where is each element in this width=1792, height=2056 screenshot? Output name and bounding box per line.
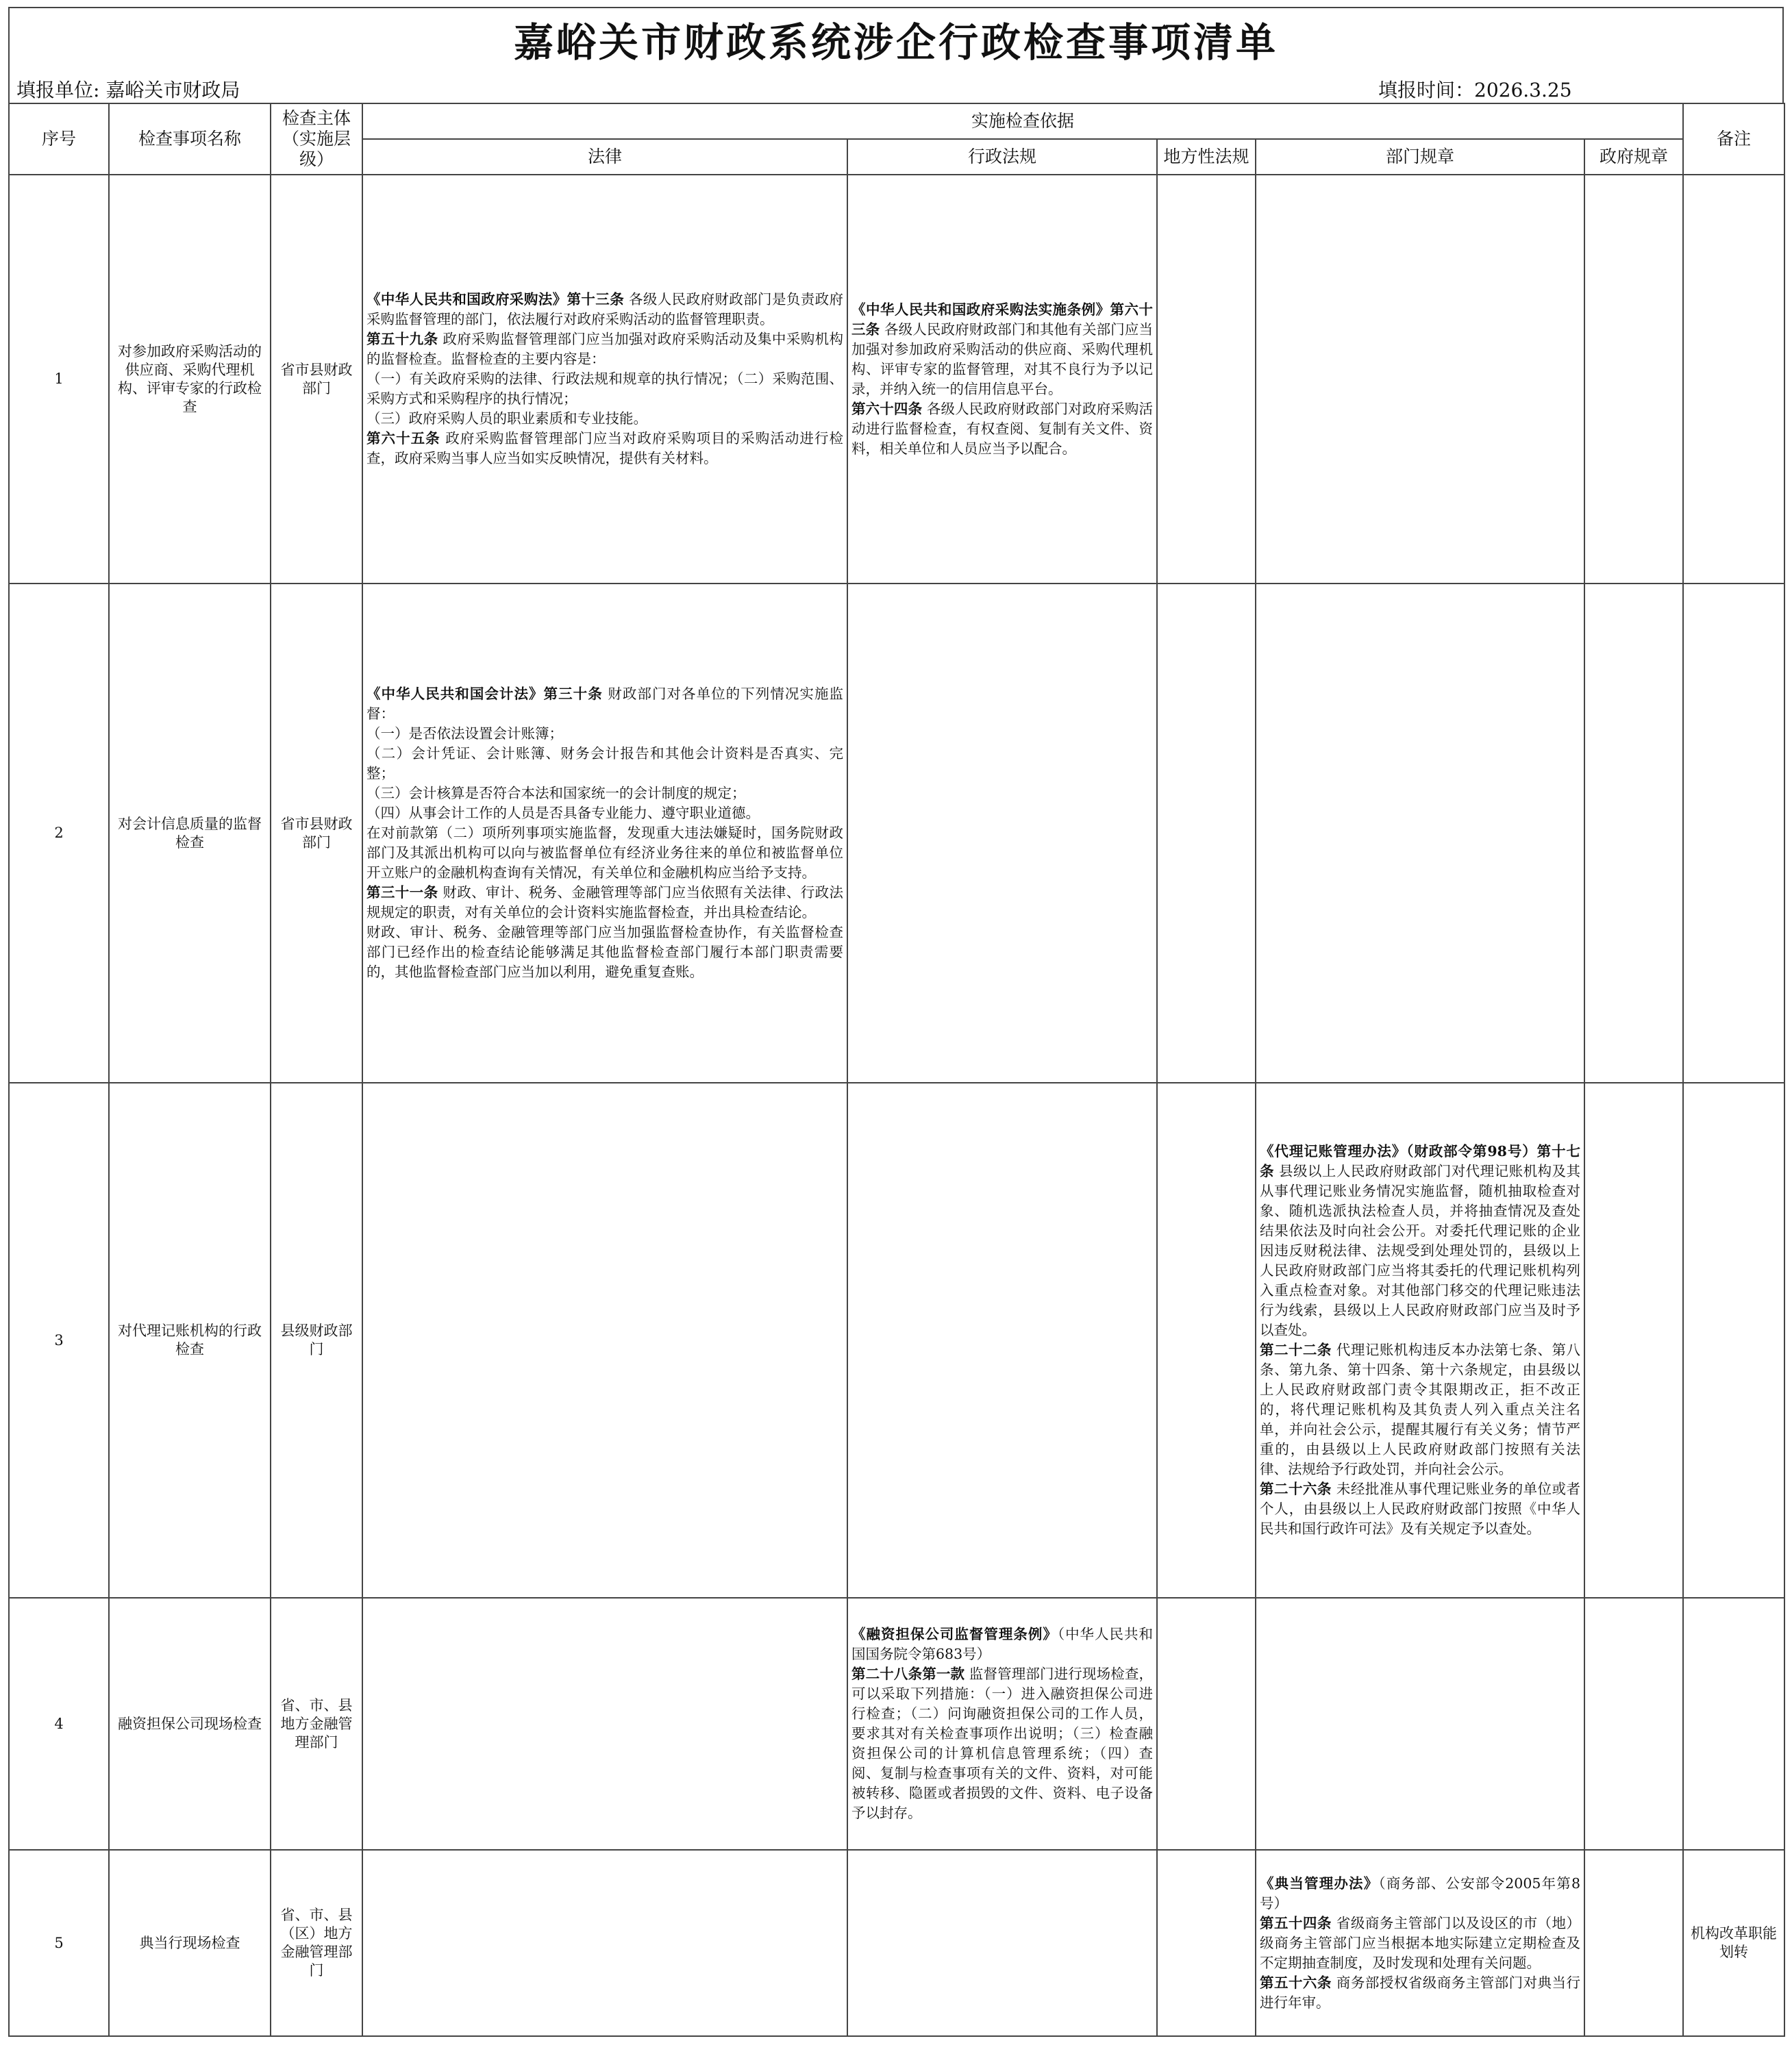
basis-paragraph: [366, 783, 843, 803]
row-remark: [1683, 175, 1784, 584]
article-text: 财政部门对各单位的下列情况实施监督：: [366, 686, 844, 722]
row-item-name: 对参加政府采购活动的供应商、采购代理机构、评审专家的行政检查: [109, 175, 271, 584]
reporting-unit: 填报单位: 嘉峪关市财政局: [16, 79, 240, 101]
basis-paragraph: [366, 923, 843, 982]
article-heading: 《融资担保公司监督管理条例》: [851, 1626, 1058, 1642]
row-subject: 省、市、县地方金融管理部门: [271, 1598, 362, 1850]
article-text: （中华人民共和国国务院令第683号）: [851, 1626, 1154, 1662]
article-heading: 第五十四条: [1260, 1914, 1332, 1931]
title-row: [8, 7, 1784, 70]
row-subject: 县级财政部门: [271, 1083, 362, 1598]
row-remark: 机构改革职能划转: [1683, 1850, 1784, 2036]
row-law: [362, 1850, 847, 2036]
row-admin-regulation: [847, 1850, 1157, 2036]
article-heading: 第六十四条: [851, 400, 923, 417]
article-text: 各级人民政府财政部门是负责政府采购监督管理的部门，依法履行对政府采购活动的监督管理职责。: [366, 291, 844, 327]
article-text: 县级以上人民政府财政部门对代理记账机构及其从事代理记账业务情况实施监督，随机抽取检查对象、随机选派执法检查人员，并将抽查情况及查处结果依法及时向社会公开。对委托代理记账的企业因违反财税法律、法规受到处理处罚的，县级以上人民政府财政部门应当将其委托的代理记账机构列入重点检查对象。对其他部门移交的代理记账违法行为线索，县级以上人民政府财政部门应当及时予以查处。: [1260, 1163, 1581, 1338]
header-local-regulation: 地方性法规: [1157, 139, 1256, 175]
row-department-rule: [1256, 1083, 1584, 1598]
header-government-rule: 政府规章: [1584, 139, 1683, 175]
basis-paragraph: [851, 300, 1153, 399]
row-government-rule: [1584, 1083, 1683, 1598]
reporting-time: 填报时间：2026.3.25: [1378, 79, 1572, 101]
article-heading: 第五十六条: [1260, 1974, 1332, 1991]
article-text: （四）从事会计工作的人员是否具备专业能力、遵守职业道德。: [366, 805, 760, 821]
article-text: 政府采购监督管理部门应当加强对政府采购活动及集中采购机构的监督检查。监督检查的主要内容是：: [366, 331, 844, 367]
article-text: 监督管理部门进行现场检查，可以采取下列措施：（一）进入融资担保公司进行检查；（二）问询融资担保公司的工作人员，要求其对有关检查事项作出说明；（三）检查融资担保公司的计算机信息管理系统；（四）查阅、复制与检查事项有关的文件、资料，对可能被转移、隐匿或者损毁的文件、资料、电子设备予以封存。: [851, 1666, 1154, 1821]
article-text: 财政、审计、税务、金融管理等部门应当加强监督检查协作，有关监督检查部门已经作出的检查结论能够满足其他监督检查部门履行本部门职责需要的，其他监督检查部门应当加以利用，避免重复查账。: [366, 924, 843, 980]
header-admin-regulation: 行政法规: [847, 139, 1157, 175]
meta-row: [8, 70, 1784, 103]
basis-paragraph: [851, 1664, 1153, 1823]
table-row: [9, 1850, 1784, 2036]
row-seq: 2: [9, 584, 109, 1083]
row-local-regulation: [1157, 1850, 1256, 2036]
row-item-name: 对会计信息质量的监督检查: [109, 584, 271, 1083]
basis-paragraph: [366, 883, 843, 923]
table-row: [9, 1083, 1784, 1598]
basis-paragraph: [366, 724, 843, 744]
article-heading: 第三十一条: [366, 884, 438, 901]
row-department-rule: [1256, 1598, 1584, 1850]
row-admin-regulation: [847, 584, 1157, 1083]
basis-paragraph: [366, 803, 843, 823]
row-admin-regulation: [847, 175, 1157, 584]
basis-paragraph: [1260, 1142, 1580, 1340]
row-seq: 3: [9, 1083, 109, 1598]
row-government-rule: [1584, 1598, 1683, 1850]
basis-paragraph: [366, 290, 843, 329]
basis-paragraph: [366, 684, 843, 724]
article-text: （商务部、公安部令2005年第8号）: [1260, 1875, 1581, 1911]
article-heading: 第二十六条: [1260, 1481, 1332, 1497]
article-text: 代理记账机构违反本办法第七条、第八条、第九条、第十四条、第十六条规定，由县级以上人民政府财政部门责令其限期改正，拒不改正的，将代理记账机构及其负责人列入重点关注名单，并向社会公示，提醒其履行有关义务；情节严重的，由县级以上人民政府财政部门按照有关法律、法规给予行政处罚，并向社会公示。: [1260, 1342, 1581, 1477]
article-text: 商务部授权省级商务主管部门对典当行进行年审。: [1260, 1974, 1581, 2011]
table-body: [9, 175, 1784, 2036]
row-department-rule: [1256, 1850, 1584, 2036]
basis-paragraph: [366, 369, 843, 409]
table-row: [9, 584, 1784, 1083]
row-remark: [1683, 1083, 1784, 1598]
row-local-regulation: [1157, 175, 1256, 584]
article-text: （三）政府采购人员的职业素质和专业技能。: [366, 410, 647, 427]
row-local-regulation: [1157, 1083, 1256, 1598]
row-seq: 1: [9, 175, 109, 584]
page-title: 嘉峪关市财政系统涉企行政检查事项清单: [513, 19, 1278, 66]
basis-paragraph: [851, 1625, 1153, 1664]
row-subject: 省、市、县（区）地方金融管理部门: [271, 1850, 362, 2036]
article-heading: 第二十八条第一款: [851, 1666, 965, 1682]
row-local-regulation: [1157, 584, 1256, 1083]
row-item-name: 对代理记账机构的行政检查: [109, 1083, 271, 1598]
table-row: [9, 1598, 1784, 1850]
row-subject: 省市县财政部门: [271, 584, 362, 1083]
row-item-name: 典当行现场检查: [109, 1850, 271, 2036]
basis-paragraph: [1260, 1973, 1580, 2013]
header-subject: 检查主体（实施层级）: [271, 103, 362, 175]
row-government-rule: [1584, 175, 1683, 584]
row-remark: [1683, 584, 1784, 1083]
header-law: 法律: [362, 139, 847, 175]
row-government-rule: [1584, 584, 1683, 1083]
row-item-name: 融资担保公司现场检查: [109, 1598, 271, 1850]
header-item-name: 检查事项名称: [109, 103, 271, 175]
row-seq: 4: [9, 1598, 109, 1850]
row-government-rule: [1584, 1850, 1683, 2036]
row-law: [362, 584, 847, 1083]
article-heading: 《中华人民共和国政府采购法实施条例》第六十三条: [851, 301, 1153, 338]
article-text: 省级商务主管部门以及设区的市（地）级商务主管部门应当根据本地实际建立定期检查及不定期抽查制度，及时发现和处理有关问题。: [1260, 1914, 1581, 1971]
article-text: （二）会计凭证、会计账簿、财务会计报告和其他会计资料是否真实、完整；: [366, 745, 843, 781]
article-text: 各级人民政府财政部门和其他有关部门应当加强对参加政府采购活动的供应商、采购代理机构、评审专家的监督管理，对其不良行为予以记录，并纳入统一的信用信息平台。: [851, 321, 1154, 397]
row-remark: [1683, 1598, 1784, 1850]
row-subject: 省市县财政部门: [271, 175, 362, 584]
article-heading: 《代理记账管理办法》（财政部令第98号）第十七条: [1260, 1143, 1580, 1179]
basis-paragraph: [366, 329, 843, 369]
row-law: [362, 1083, 847, 1598]
basis-paragraph: [366, 744, 843, 783]
row-seq: 5: [9, 1850, 109, 2036]
article-text: 政府采购监督管理部门应当对政府采购项目的采购活动进行检查，政府采购当事人应当如实反映情况，提供有关材料。: [366, 430, 844, 466]
basis-paragraph: [1260, 1340, 1580, 1479]
document-sheet: [8, 7, 1784, 2037]
basis-paragraph: [366, 429, 843, 468]
article-heading: 第五十九条: [366, 331, 438, 347]
article-heading: 第六十五条: [366, 430, 440, 447]
header-remark: 备注: [1683, 103, 1784, 175]
header-seq: 序号: [9, 103, 109, 175]
article-text: 在对前款第（二）项所列事项实施监督，发现重大违法嫌疑时，国务院财政部门及其派出机构可以向与被监督单位有经济业务往来的单位和被监督单位开立账户的金融机构查询有关情况，有关单位和金融机构应当给予支持。: [366, 825, 843, 881]
header-department-rule: 部门规章: [1256, 139, 1584, 175]
table-row: [9, 175, 1784, 584]
row-law: [362, 175, 847, 584]
basis-paragraph: [1260, 1874, 1580, 1914]
article-text: （一）有关政府采购的法律、行政法规和规章的执行情况；（二）采购范围、采购方式和采购程序的执行情况；: [366, 371, 843, 407]
header-basis: 实施检查依据: [362, 103, 1683, 139]
article-heading: 《典当管理办法》: [1260, 1875, 1379, 1892]
row-department-rule: [1256, 175, 1584, 584]
article-text: （一）是否依法设置会计账簿；: [366, 725, 563, 742]
row-admin-regulation: [847, 1083, 1157, 1598]
article-heading: 《中华人民共和国政府采购法》第十三条: [366, 291, 625, 308]
article-text: 财政、审计、税务、金融管理等部门应当依照有关法律、行政法规规定的职责，对有关单位的会计资料实施监督检查，并出具检查结论。: [366, 884, 844, 920]
article-heading: 第二十二条: [1260, 1342, 1332, 1358]
inspection-table: [8, 103, 1785, 2037]
basis-paragraph: [366, 823, 843, 883]
row-local-regulation: [1157, 1598, 1256, 1850]
basis-paragraph: [1260, 1479, 1580, 1539]
basis-paragraph: [366, 409, 843, 429]
article-text: （三）会计核算是否符合本法和国家统一的会计制度的规定；: [366, 785, 746, 801]
article-text: 未经批准从事代理记账业务的单位或者个人，由县级以上人民政府财政部门按照《中华人民共和国行政许可法》及有关规定予以查处。: [1260, 1481, 1581, 1537]
row-department-rule: [1256, 584, 1584, 1083]
article-text: 各级人民政府财政部门对政府采购活动进行监督检查，有权查阅、复制有关文件、资料，相关单位和人员应当予以配合。: [851, 400, 1154, 457]
basis-paragraph: [851, 399, 1153, 459]
row-admin-regulation: [847, 1598, 1157, 1850]
basis-paragraph: [1260, 1914, 1580, 1973]
article-heading: 《中华人民共和国会计法》第三十条: [366, 686, 603, 702]
row-law: [362, 1598, 847, 1850]
